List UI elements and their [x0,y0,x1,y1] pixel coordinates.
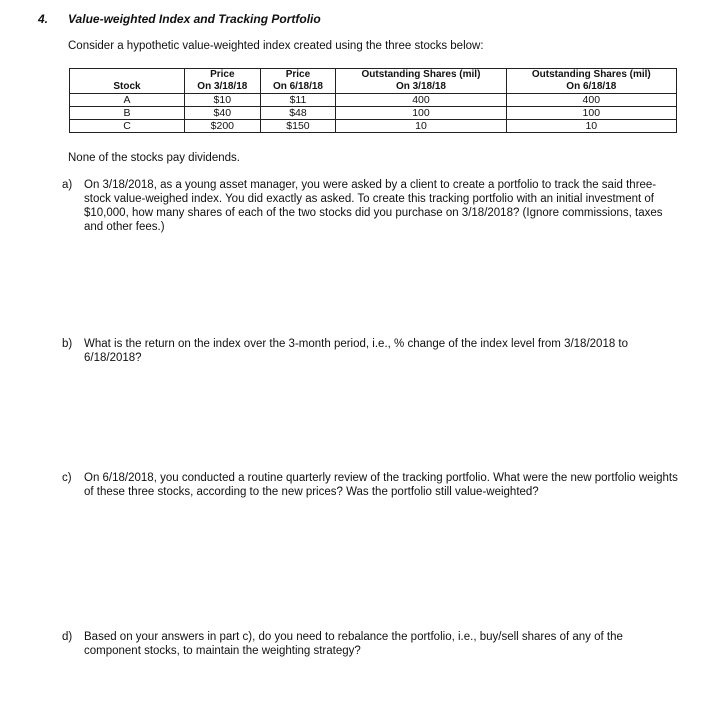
header-price-mar: Price On 3/18/18 [185,69,261,94]
table-cell: $200 [185,120,261,133]
table-header-row [70,69,677,94]
part-text: What is the return on the index over the 3-month period, i.e., % change of the index level from 3/18/2018 to 6/18/2018? [84,338,629,364]
table-cell: 100 [506,107,676,120]
table-cell: $40 [185,107,261,120]
table-cell: $10 [185,94,261,107]
table-cell: 400 [336,94,506,107]
question-intro: Consider a hypothetic value-weighted index created using the three stocks below: [68,40,484,52]
header-price-jun: Price On 6/18/18 [260,69,336,94]
header-stock: Stock [70,69,185,94]
header-shares-mar: Outstanding Shares (mil) On 3/18/18 [336,69,506,94]
table-cell: $48 [260,107,336,120]
table-cell: A [70,94,185,107]
table-cell: 400 [506,94,676,107]
table-row [70,94,677,107]
part-c [62,471,682,499]
part-d [62,630,682,658]
table-cell: B [70,107,185,120]
table-row [70,107,677,120]
table-cell: $11 [260,94,336,107]
part-text: Based on your answers in part c), do you need to rebalance the portfolio, i.e., buy/sell shares of any of the component stocks, to maintain the weighting strategy? [84,631,623,657]
table-cell: 10 [336,120,506,133]
part-letter: d) [62,631,73,643]
question-title: Value-weighted Index and Tracking Portfolio [68,12,321,26]
part-letter: b) [62,338,73,350]
table-cell: 10 [506,120,676,133]
part-b [62,337,682,365]
part-letter: a) [62,179,73,191]
table-cell: 100 [336,107,506,120]
part-letter: c) [62,472,72,484]
part-a [62,178,682,234]
table-cell: $150 [260,120,336,133]
dividend-note: None of the stocks pay dividends. [68,152,240,164]
table-row [70,120,677,133]
part-text: On 6/18/2018, you conducted a routine quarterly review of the tracking portfolio. What were the new portfolio weights of these three stocks, according to the new prices? Was the portfolio still value-weighted? [84,472,678,498]
table-cell: C [70,120,185,133]
question-number: 4. [38,12,49,26]
header-shares-jun: Outstanding Shares (mil) On 6/18/18 [506,69,676,94]
part-text: On 3/18/2018, as a young asset manager, you were asked by a client to create a portfolio to track the said three-stock value-weighed index. You did exactly as asked. To create this tracking portfolio with an initial investment of $10,000, how many shares of each of the two stocks did you purchase on 3/18/2018? (Ignore commissions, taxes and other fees.) [84,179,663,233]
stock-table [69,68,677,133]
